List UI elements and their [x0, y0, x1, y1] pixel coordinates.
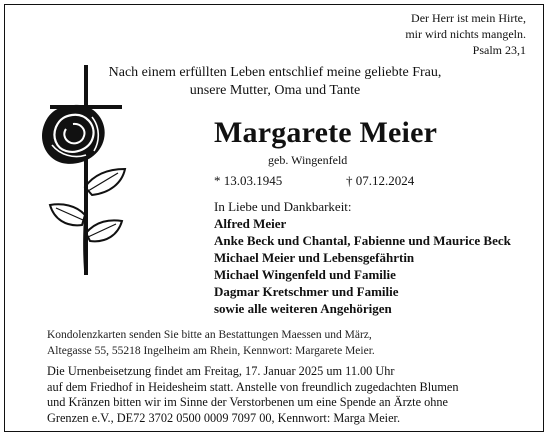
birth-name: geb. Wingenfeld	[268, 153, 348, 167]
psalm-line: mir wird nichts mangeln.	[405, 27, 526, 41]
mourner-name: Anke Beck und Chantal, Fabienne und Maurice Beck	[214, 233, 511, 248]
intro-line: Nach einem erfüllten Leben entschlief meine geliebte Frau,	[108, 65, 442, 80]
mourner-name: Alfred Meier	[214, 216, 287, 231]
mourner-name: Michael Wingenfeld und Familie	[214, 267, 396, 282]
condolence-line: Altegasse 55, 55218 Ingelheim am Rhein, Kennwort: Margarete Meier.	[47, 344, 375, 357]
condolence-line: Kondolenzkarten senden Sie bitte an Bestattungen Maessen und März,	[47, 329, 372, 341]
funeral-line: Die Urnenbeisetzung findet am Freitag, 17. Januar 2025 um 11.00 Uhr	[47, 364, 395, 378]
psalm-reference: Psalm 23,1	[472, 43, 526, 57]
mourners-list	[214, 198, 511, 317]
mourner-name: sowie alle weiteren Angehörigen	[214, 301, 392, 316]
intro-line: unsere Mutter, Oma und Tante	[189, 83, 361, 98]
cross-with-rose-icon	[30, 65, 140, 275]
condolence-note	[47, 328, 375, 359]
psalm-quote	[405, 10, 526, 58]
death-date: † 07.12.2024	[346, 173, 415, 188]
funeral-line: auf dem Friedhof in Heidesheim statt. Anstelle von freundlich zugedachten Blumen	[47, 379, 459, 394]
psalm-line: Der Herr ist mein Hirte,	[411, 11, 526, 25]
funeral-line: und Kränzen bitten wir im Sinne der Verstorbenen um eine Spende an Ärzte ohne	[47, 395, 449, 409]
funeral-notice	[47, 364, 459, 426]
mourners-lead: In Liebe und Dankbarkeit:	[214, 199, 352, 214]
mourner-name: Dagmar Kretschmer und Familie	[214, 284, 399, 299]
funeral-line: Grenzen e.V., DE72 3702 0500 0009 7097 00, Kennwort: Marga Meier.	[47, 410, 401, 425]
mourner-name: Michael Meier und Lebensgefährtin	[214, 250, 415, 265]
birth-date: * 13.03.1945	[214, 173, 283, 188]
deceased-name: Margarete Meier	[214, 116, 438, 149]
